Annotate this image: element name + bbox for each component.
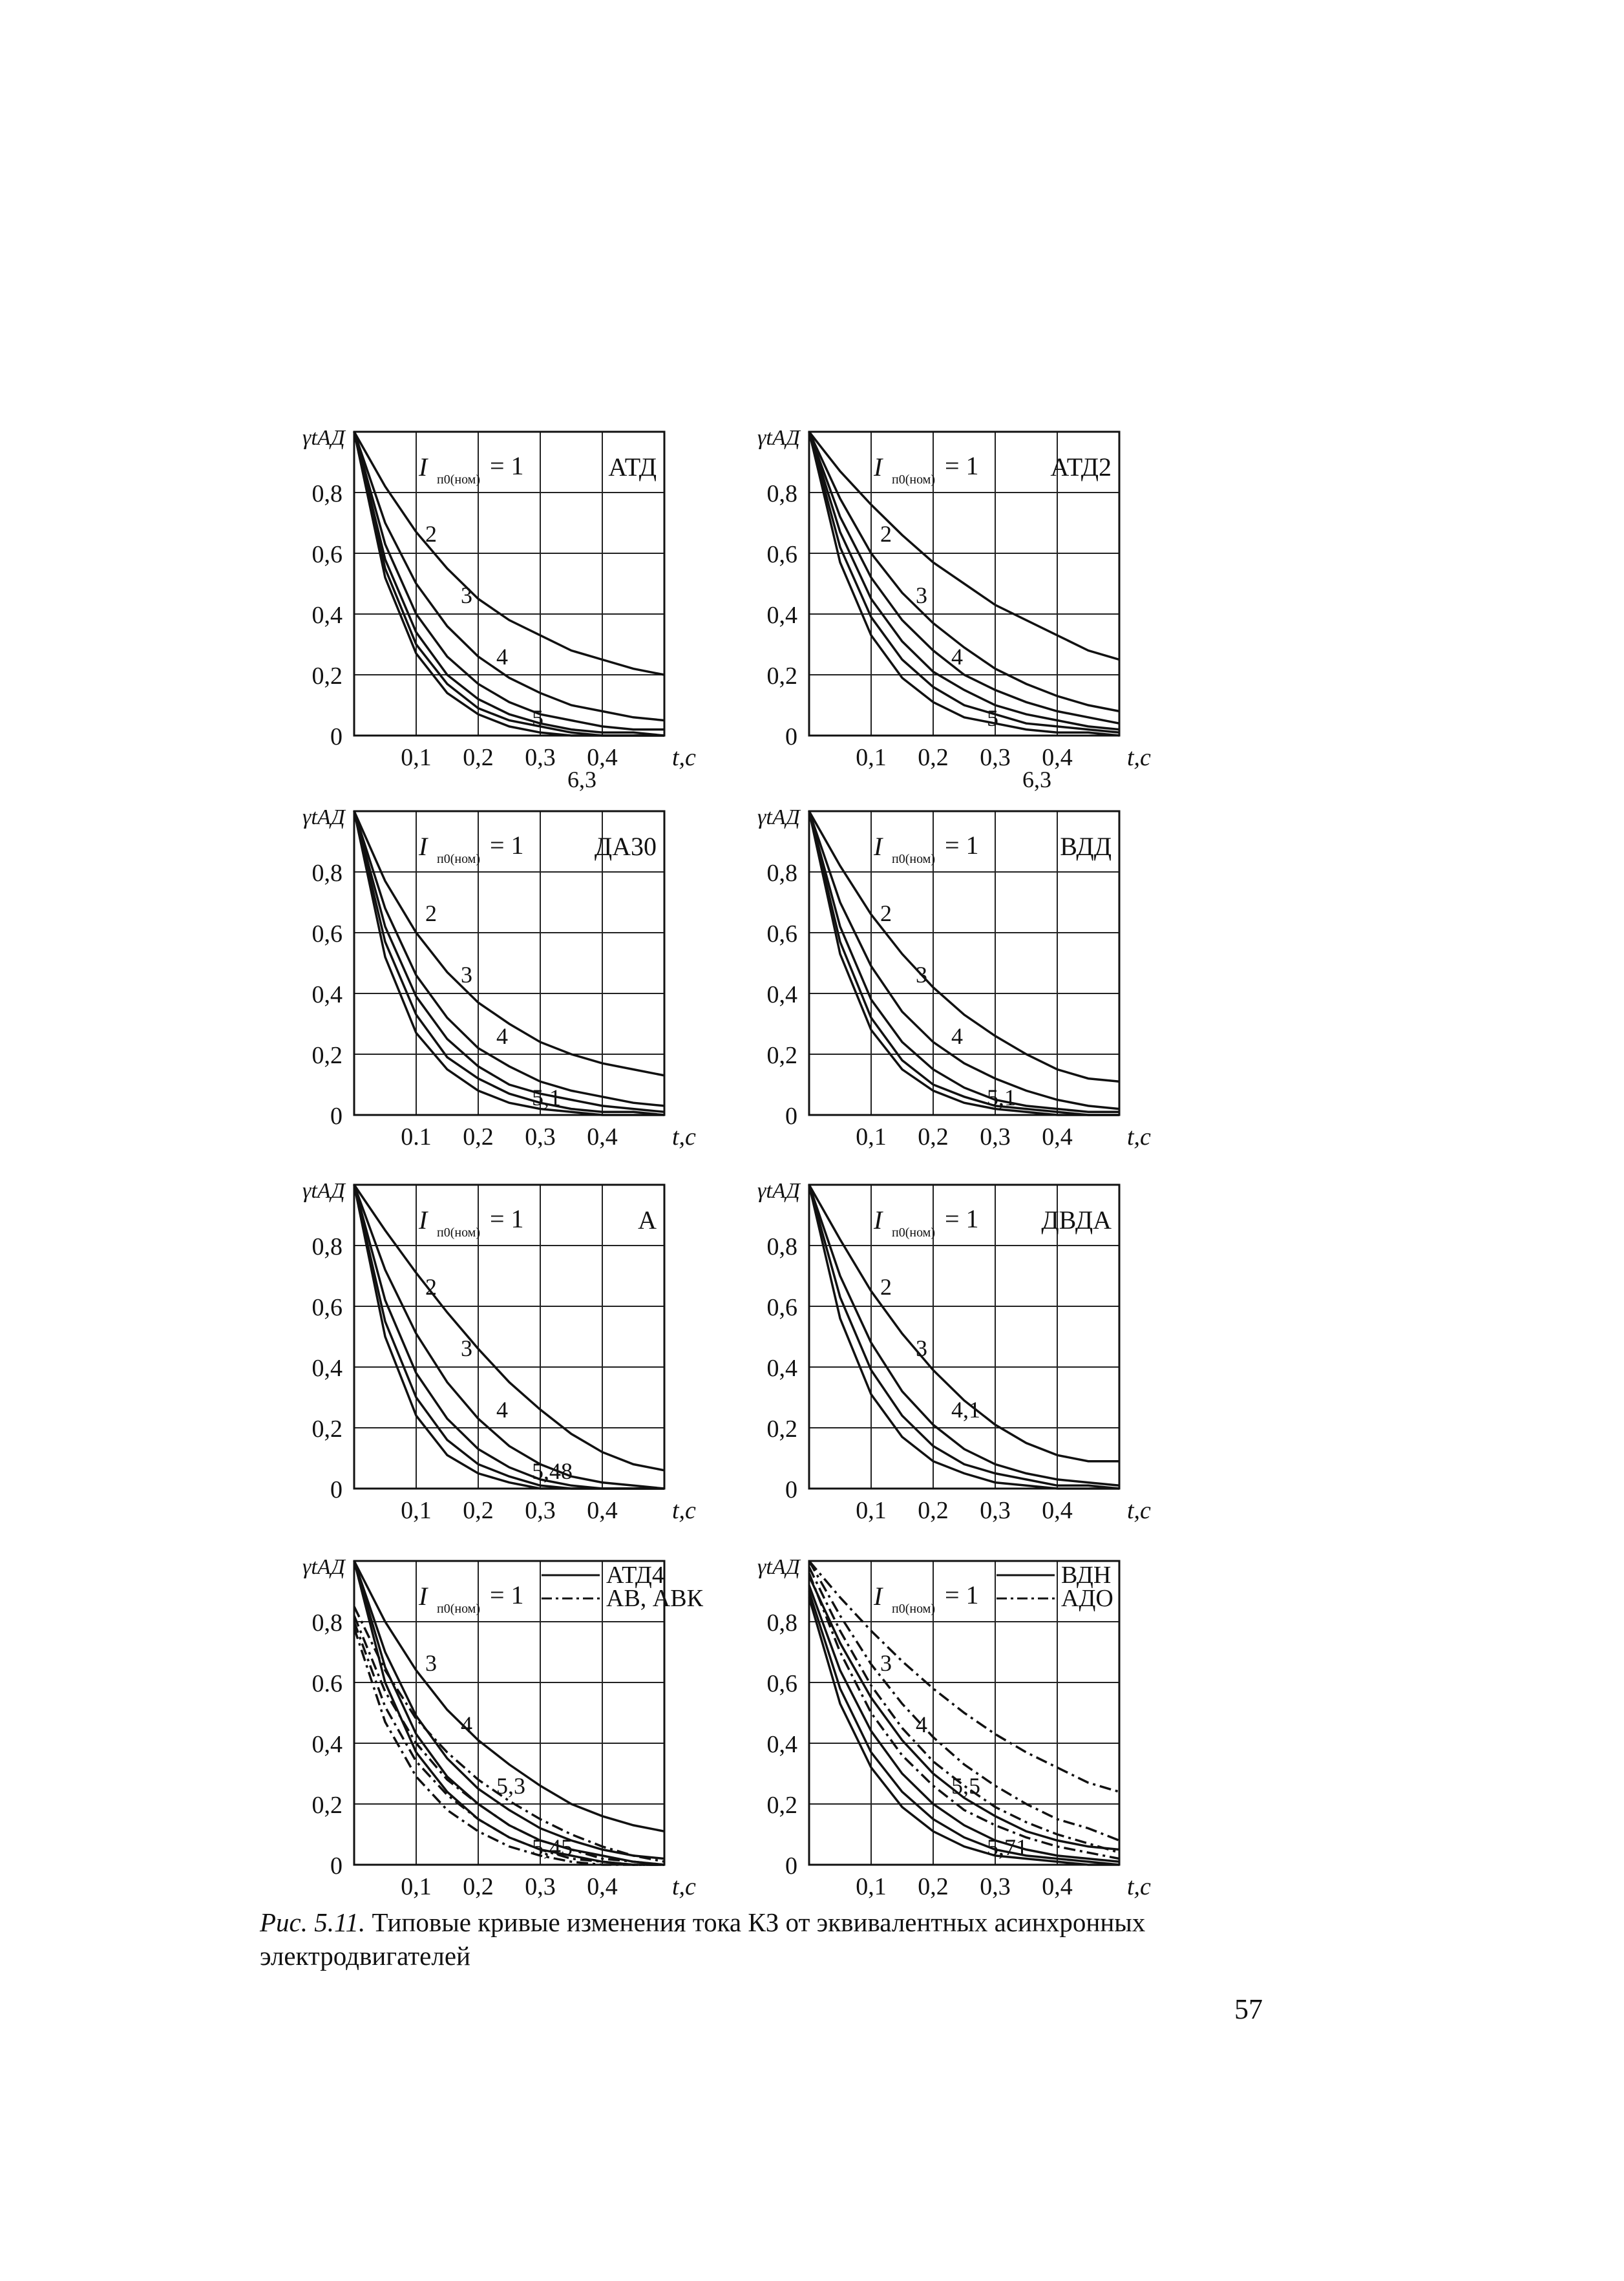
curve-label: 5,3 [496,1773,525,1799]
x-axis-label: t,c [1127,1123,1151,1151]
curve-label: 4,1 [951,1397,980,1423]
y-tick-label: 0,8 [766,860,797,887]
legend-label: I [419,1582,428,1611]
x-axis-label: t,c [672,1123,696,1151]
curve-label: 4 [916,1712,927,1737]
chart-panel [757,805,1151,1151]
x-tick-label: 0,2 [463,744,494,771]
curve-label: 5,45 [532,1834,573,1860]
curve-label: 4 [951,644,963,670]
x-tick-label: 0,4 [587,1497,618,1524]
curve-label: 6,3 [567,767,596,792]
y-tick-label: 0,8 [311,1233,343,1260]
y-tick-label: 0,2 [311,1042,343,1069]
y-tick-label: 0,2 [311,663,343,690]
x-tick-label: 0,4 [1042,1873,1073,1900]
y-tick-label: 0 [330,1852,343,1880]
x-tick-label: 0,4 [1042,744,1073,771]
curve-label: 4 [951,1023,963,1049]
x-tick-label: 0,3 [980,1873,1011,1900]
y-tick-label: 0,4 [311,1355,343,1382]
y-tick-label: 0,4 [766,602,797,629]
y-tick-label: 0,4 [311,981,343,1008]
legend-label: I [874,1205,883,1235]
y-tick-label: 0,6 [311,541,343,568]
chart-panel [302,1555,704,1900]
y-tick-label: 0,4 [311,602,343,629]
series-line [354,1616,664,1865]
legend-subscript: п0(ном) [892,1225,936,1240]
x-tick-label: 0,2 [918,1497,949,1524]
curve-label: 4 [496,1397,508,1423]
x-tick-label: 0,3 [980,1123,1011,1151]
chart-title: ДА30 [594,832,657,861]
curve-label: 5,1 [532,1085,561,1110]
x-axis-label: t,c [672,744,696,771]
y-axis-label: γtАД [757,1179,800,1203]
legend-value: = 1 [490,1580,524,1609]
x-tick-label: 0,1 [401,1873,432,1900]
x-tick-label: 0,1 [856,1873,887,1900]
x-tick-label: 0,1 [856,1497,887,1524]
x-tick-label: 0,1 [856,1123,887,1151]
legend-label: I [874,832,883,861]
curve-label: 3 [461,962,472,988]
legend-value: = 1 [945,831,979,860]
y-axis-label: γtАД [757,1555,800,1579]
curve-label: 5,1 [987,1085,1016,1110]
legend-subscript: п0(ном) [437,1225,481,1240]
chart-title: ВДД [1060,832,1112,861]
y-tick-label: 0,6 [311,920,343,948]
curve-label: 3 [916,962,927,988]
chart-panel [757,1555,1151,1900]
y-tick-label: 0.6 [311,1670,343,1697]
y-tick-label: 0,6 [766,541,797,568]
y-tick-label: 0,4 [311,1731,343,1758]
x-axis-label: t,c [672,1497,696,1524]
figure-caption [260,1905,1268,1973]
figure-caption-text: Типовые кривые изменения тока КЗ от эквивалентных асинхронных электродвигателей [260,1907,1146,1971]
x-tick-label: 0,4 [1042,1497,1073,1524]
x-tick-label: 0,1 [401,744,432,771]
x-tick-label: 0,2 [463,1123,494,1151]
x-axis-label: t,c [1127,744,1151,771]
legend-value: = 1 [490,831,524,860]
x-tick-label: 0,1 [401,1497,432,1524]
legend-entry-label: АДО [1061,1585,1113,1612]
legend-subscript: п0(ном) [892,852,936,866]
series-line [809,1586,1119,1862]
x-axis-label: t,c [1127,1873,1151,1900]
chart-title: АТД [608,452,657,482]
chart-title: АТД2 [1050,452,1112,482]
x-tick-label: 0,4 [587,744,618,771]
curve-label: 4 [496,644,508,670]
y-tick-label: 0 [785,1103,797,1130]
chart-panel [757,1179,1151,1524]
legend-value: = 1 [945,1580,979,1609]
y-tick-label: 0 [330,723,343,750]
legend-value: = 1 [490,1204,524,1233]
x-tick-label: 0,3 [525,744,556,771]
curve-label: 5,5 [951,1773,980,1799]
x-tick-label: 0,3 [980,1497,1011,1524]
legend-label: I [419,452,428,482]
x-tick-label: 0,2 [918,744,949,771]
x-tick-label: 0,4 [587,1873,618,1900]
y-tick-label: 0,8 [311,860,343,887]
y-tick-label: 0,8 [311,1609,343,1637]
y-axis-label: γtАД [302,1179,345,1203]
y-tick-label: 0,2 [766,1416,797,1443]
curve-label: 4 [461,1712,472,1737]
y-tick-label: 0,8 [311,480,343,507]
legend-subscript: п0(ном) [437,1602,481,1616]
y-tick-label: 0,2 [311,1792,343,1819]
series-line [809,1573,1119,1859]
curve-label: 2 [425,1274,437,1300]
curve-label: 2 [425,900,437,926]
legend-entry-label: АТД4 [606,1562,664,1589]
curve-label: 2 [880,521,892,547]
curve-label: 4 [496,1023,508,1049]
x-tick-label: 0,2 [463,1497,494,1524]
x-tick-label: 0,3 [525,1497,556,1524]
y-axis-label: γtАД [757,805,800,829]
curve-label: 3 [461,582,472,608]
chart-title: ДВДА [1041,1205,1112,1235]
y-tick-label: 0,2 [766,1042,797,1069]
legend-entry-label: ВДН [1061,1562,1112,1589]
legend-subscript: п0(ном) [892,472,936,487]
curve-label: 5 [532,705,543,731]
legend-value: = 1 [490,451,524,480]
x-tick-label: 0,1 [856,744,887,771]
curve-label: 3 [425,1650,437,1676]
curve-label: 5,71 [987,1834,1028,1860]
series-line [354,1628,664,1865]
y-tick-label: 0,8 [766,480,797,507]
y-axis-label: γtАД [302,426,345,450]
x-axis-label: t,c [1127,1497,1151,1524]
y-tick-label: 0,4 [766,981,797,1008]
curve-label: 3 [461,1335,472,1361]
y-tick-label: 0,2 [766,1792,797,1819]
curve-label: 3 [916,1335,927,1361]
y-tick-label: 0,8 [766,1609,797,1637]
x-tick-label: 0,2 [918,1873,949,1900]
chart-panel [302,1179,696,1524]
curve-label: 3 [916,582,927,608]
y-tick-label: 0,4 [766,1355,797,1382]
y-tick-label: 0,6 [766,1294,797,1321]
chart-panel [302,426,696,792]
chart-panel [757,426,1151,792]
page-number: 57 [1234,1993,1263,2025]
curve-label: 2 [425,521,437,547]
y-tick-label: 0 [785,723,797,750]
legend-entry-label: АВ, АВК [606,1585,703,1612]
legend-label: I [419,832,428,861]
x-tick-label: 0,2 [463,1873,494,1900]
y-tick-label: 0,6 [766,1670,797,1697]
legend-subscript: п0(ном) [437,472,481,487]
legend-label: I [874,1582,883,1611]
curve-label: 2 [880,900,892,926]
legend-label: I [874,452,883,482]
y-tick-label: 0 [330,1476,343,1503]
chart-title: А [638,1205,657,1235]
y-tick-label: 0,6 [311,1294,343,1321]
x-tick-label: 0,4 [1042,1123,1073,1151]
legend-subscript: п0(ном) [892,1602,936,1616]
x-tick-label: 0,2 [918,1123,949,1151]
figure-caption-label: Рис. 5.11. [260,1907,366,1937]
legend-subscript: п0(ном) [437,852,481,866]
curve-label: 5 [987,705,998,731]
y-axis-label: γtАД [757,426,800,450]
y-axis-label: γtАД [302,805,345,829]
curve-label: 5,48 [532,1458,573,1484]
y-tick-label: 0,2 [766,663,797,690]
legend-value: = 1 [945,1204,979,1233]
curve-label: 3 [880,1650,892,1676]
y-tick-label: 0 [785,1476,797,1503]
y-tick-label: 0,8 [766,1233,797,1260]
x-tick-label: 0,3 [525,1873,556,1900]
legend-value: = 1 [945,451,979,480]
y-tick-label: 0,2 [311,1416,343,1443]
chart-panel [302,805,696,1151]
y-tick-label: 0,6 [766,920,797,948]
x-axis-label: t,c [672,1873,696,1900]
legend-label: I [419,1205,428,1235]
x-tick-label: 0,3 [525,1123,556,1151]
x-tick-label: 0,3 [980,744,1011,771]
y-tick-label: 0 [330,1103,343,1130]
x-tick-label: 0.1 [401,1123,432,1151]
curve-label: 6,3 [1022,767,1051,792]
y-tick-label: 0 [785,1852,797,1880]
y-tick-label: 0,4 [766,1731,797,1758]
x-tick-label: 0,4 [587,1123,618,1151]
curve-label: 2 [880,1274,892,1300]
y-axis-label: γtАД [302,1555,345,1579]
